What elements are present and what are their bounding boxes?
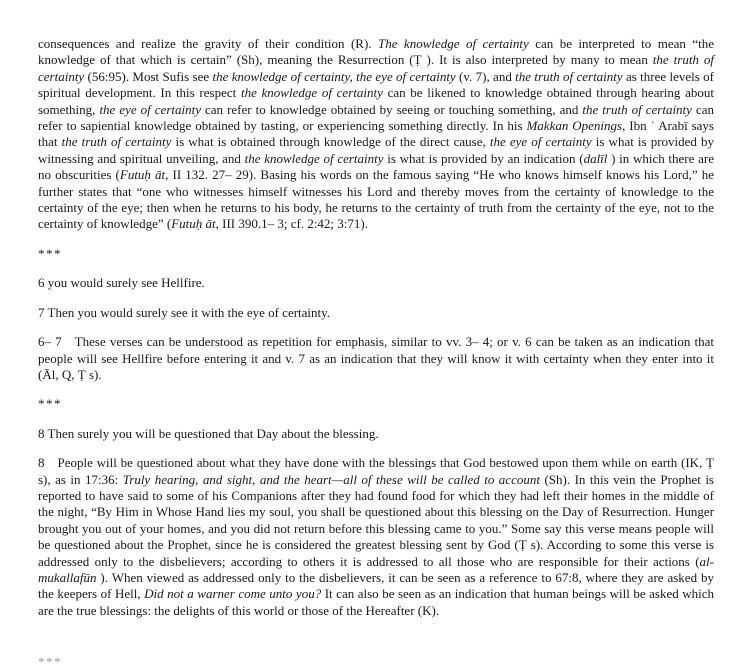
italic-text-run: Makkan Openings — [526, 118, 623, 134]
italic-text-run: the eye of certainty — [489, 134, 592, 150]
italic-text-run: the knowledge of certainty — [240, 85, 383, 101]
italic-text-run: the truth of certainty — [38, 52, 715, 84]
verse-translation — [38, 305, 714, 321]
text-run: can be likened to knowledge obtained through hearing about something, — [38, 85, 714, 117]
text-run: , II 132. 27– 29). Basing his words on the famous saying “He who knows himself knows his Lord,” he further states that “one who witnesses himself witnesses his Lord and thereby moves from the certainty of knowledge to the certainty of the eye; then when he returns to his body, he returns to the certainty of truth from the certainty of the eye, not to the certainty of knowledge” ( — [38, 167, 715, 232]
commentary-paragraph — [38, 36, 714, 233]
text-run: as three levels of spiritual development. In this respect — [38, 68, 714, 101]
italic-text-run: the eye of certainty — [99, 101, 201, 117]
text-run: consequences and realize the gravity of their condition (R). — [38, 36, 378, 51]
text-run: It can also be seen as an indication that human beings will be asked which are the true blessings: the delights of this world or those of the Hereafter (K). — [38, 586, 715, 618]
text-run: can be interpreted to mean “the knowledge of that which is certain” (Sh), meaning the Resurrection (Ṭ ). It is also interpreted by many to mean — [38, 36, 714, 68]
italic-text-run: the truth of certainty — [61, 134, 172, 150]
text-run: can refer to sapiential knowledge obtained by tasting, or experiencing something directly. In his — [38, 101, 714, 134]
italic-text-run: al-mukallafūn — [38, 553, 714, 585]
text-run: 7 Then you would surely see it with the eye of certainty. — [38, 304, 331, 320]
italic-text-run: dalīl — [583, 150, 608, 166]
text-run: (v. 7), and — [455, 68, 516, 84]
italic-text-run: Truly hearing, and sight, and the heart—all of these will be called to account — [122, 471, 540, 487]
italic-text-run: Did not a warner come unto you? — [144, 586, 322, 602]
text-run: 8 People will be questioned about what they have done with the blessings that God bestowed upon them while on earth (IK, Ṭ s), as in 17:36: — [38, 455, 714, 487]
italic-text-run: the truth of certainty — [582, 101, 692, 117]
text-run: (56:95). Most Sufis see — [84, 68, 213, 84]
italic-text-run: Futuḥ āt — [119, 167, 166, 183]
text-run: ). When viewed as addressed only to the disbelievers, it can be seen as a reference to 67:8, where they are asked by the keepers of Hell, — [38, 569, 714, 602]
italic-text-run: Futuḥ āt — [171, 216, 216, 232]
text-run: 8 Then surely you will be questioned that Day about the blessing. — [38, 425, 379, 441]
section-divider: *** — [38, 654, 62, 669]
italic-text-run: the knowledge of certainty, the eye of certainty — [212, 68, 456, 84]
italic-text-run: the knowledge of certainty — [244, 150, 384, 166]
section-divider: *** — [38, 245, 62, 261]
text-run: 6 you would surely see Hellfire. — [38, 275, 205, 291]
text-run: can refer to knowledge obtained by seeing or touching something, and — [201, 101, 583, 117]
section-divider: *** — [38, 396, 62, 412]
text-run: , Ibn ʿ Arabī says that — [38, 118, 714, 150]
text-run: , III 390.1– 3; cf. 2:42; 3:71). — [215, 216, 368, 232]
text-run: ) in which there are no obscurities ( — [38, 150, 714, 183]
text-run: 6– 7 These verses can be understood as repetition for emphasis, similar to vv. 3– 4; or v. 6 can be taken as an indication that people will see Hellfire before entering it and v. 7 as an indication that they will know it with certainty when they enter into it (Āl, Q, Ṭ s). — [38, 334, 714, 382]
verse-translation — [38, 275, 714, 291]
page-body — [38, 36, 715, 669]
commentary-paragraph — [38, 455, 714, 619]
commentary-paragraph — [38, 334, 714, 383]
text-run: (Sh). In this vein the Prophet is reported to have said to some of his Companions after they had found food for which they had left their homes in the middle of the night, “By Him in Whose Hand lies my soul, you shall be questioned about this blessing on the Day of Resurrection. Hunger brought you out of your homes, and you did not return before this blessing came to you.” Some say this verse means people will be questioned about the Prophet, since he is considered the greatest blessing sent by God (Ṭ s). According to some this verse is addressed only to the disbelievers; according to others it is addressed to all those who are responsible for their actions ( — [38, 471, 714, 569]
verse-translation — [38, 426, 714, 442]
text-run: is what is provided by an indication ( — [383, 150, 584, 166]
italic-text-run: the truth of certainty — [515, 68, 623, 84]
text-run: is what is provided by witnessing and spiritual unveiling, and — [38, 134, 715, 166]
text-run: is what is obtained through knowledge of the direct cause, — [171, 134, 490, 150]
italic-text-run: The knowledge of certainty — [377, 36, 529, 51]
